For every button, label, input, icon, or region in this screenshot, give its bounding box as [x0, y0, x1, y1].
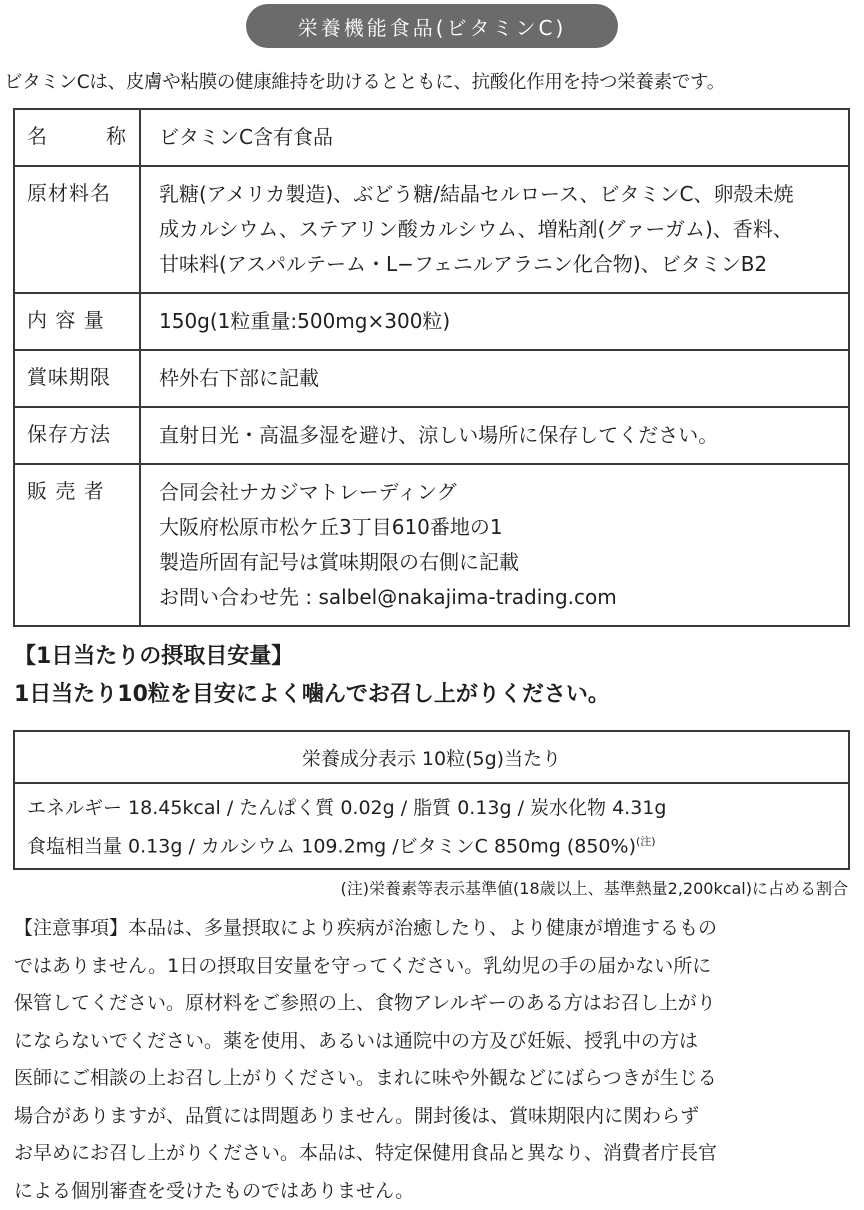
spec-row-storage: [14, 407, 849, 464]
spec-label-name-1: 名: [27, 120, 48, 149]
nutrition-line-text: 食塩相当量 0.13g / カルシウム 109.2mg /ビタミンC 850mg (850%): [27, 835, 636, 857]
spec-row-ingredients: [14, 166, 849, 293]
spec-label-content: 内 容 量: [14, 293, 140, 350]
spec-label-expiry: 賞味期限: [14, 350, 140, 407]
seller-line: 製造所固有記号は賞味期限の右側に記載: [159, 545, 840, 580]
spec-value-seller: [140, 464, 849, 626]
caution-line: にならないでください。薬を使用、あるいは通院中の方及び妊娠、授乳中の方は: [14, 1023, 854, 1061]
spec-value-expiry: 枠外右下部に記載: [140, 350, 849, 407]
spec-value-name: ビタミンC含有食品: [140, 109, 849, 166]
caution-line: 【注意事項】本品は、多量摂取により疾病が治癒したり、より健康が増進するもの: [14, 910, 854, 948]
nutrition-note-mark: (注): [636, 835, 656, 848]
nutrition-header: 栄養成分表示 10粒(5g)当たり: [15, 732, 848, 784]
seller-line: 合同会社ナカジマトレーディング: [159, 475, 840, 510]
product-category-badge: 栄養機能食品(ビタミンC): [246, 4, 618, 48]
spec-label-ingredients: 原材料名: [14, 166, 140, 293]
ingredients-line: 甘味料(アスパルテーム・L−フェニルアラニン化合物)、ビタミンB2: [159, 247, 840, 282]
spec-value-storage: 直射日光・高温多湿を避け、涼しい場所に保存してください。: [140, 407, 849, 464]
spec-row-name: [14, 109, 849, 166]
product-spec-table: [13, 108, 850, 627]
intake-heading: 【1日当たりの摂取目安量】: [14, 638, 854, 676]
caution-line: による個別審査を受けたものではありません。: [14, 1173, 854, 1210]
intake-text: 1日当たり10粒を目安によく噛んでお召し上がりください。: [14, 676, 854, 714]
spec-row-content: [14, 293, 849, 350]
nutrition-table: [13, 730, 850, 870]
seller-contact-line: お問い合わせ先 : salbel@nakajima-trading.com: [159, 580, 840, 615]
seller-line: 大阪府松原市松ケ丘3丁目610番地の1: [159, 510, 840, 545]
nutrition-line: エネルギー 18.45kcal / たんぱく質 0.02g / 脂質 0.13g / 炭水化物 4.31g: [27, 792, 836, 825]
spec-label-name: [14, 109, 140, 166]
caution-line: お早めにお召し上がりください。本品は、特定保健用食品と異なり、消費者庁長官: [14, 1135, 854, 1173]
spec-label-name-2: 称: [106, 120, 127, 149]
ingredients-line: 乳糖(アメリカ製造)、ぶどう糖/結晶セルロース、ビタミンC、卵殻未焼: [159, 177, 840, 212]
intro-text: ビタミンCは、皮膚や粘膜の健康維持を助けるとともに、抗酸化作用を持つ栄養素です。: [4, 68, 862, 94]
intake-section: [14, 638, 854, 714]
ingredients-line: 成カルシウム、ステアリン酸カルシウム、増粘剤(グァーガム)、香料、: [159, 212, 840, 247]
nutrition-line: [27, 825, 836, 863]
caution-line: 医師にご相談の上お召し上がりください。まれに味や外観などにばらつきが生じる: [14, 1060, 854, 1098]
spec-row-seller: [14, 464, 849, 626]
caution-line: 保管してください。原材料をご参照の上、食物アレルギーのある方はお召し上がり: [14, 985, 854, 1023]
spec-value-ingredients: [140, 166, 849, 293]
spec-row-expiry: [14, 350, 849, 407]
nutrition-footnote: (注)栄養素等表示基準値(18歳以上、基準熱量2,200kcal)に占める割合: [341, 876, 848, 899]
spec-label-seller: 販 売 者: [14, 464, 140, 626]
spec-label-storage: 保存方法: [14, 407, 140, 464]
spec-value-content: 150g(1粒重量:500mg×300粒): [140, 293, 849, 350]
nutrition-body: [15, 784, 848, 871]
caution-line: 場合がありますが、品質には問題ありません。開封後は、賞味期限内に関わらず: [14, 1098, 854, 1136]
caution-section: [14, 910, 854, 1210]
caution-line: ではありません。1日の摂取目安量を守ってください。乳幼児の手の届かない所に: [14, 948, 854, 986]
